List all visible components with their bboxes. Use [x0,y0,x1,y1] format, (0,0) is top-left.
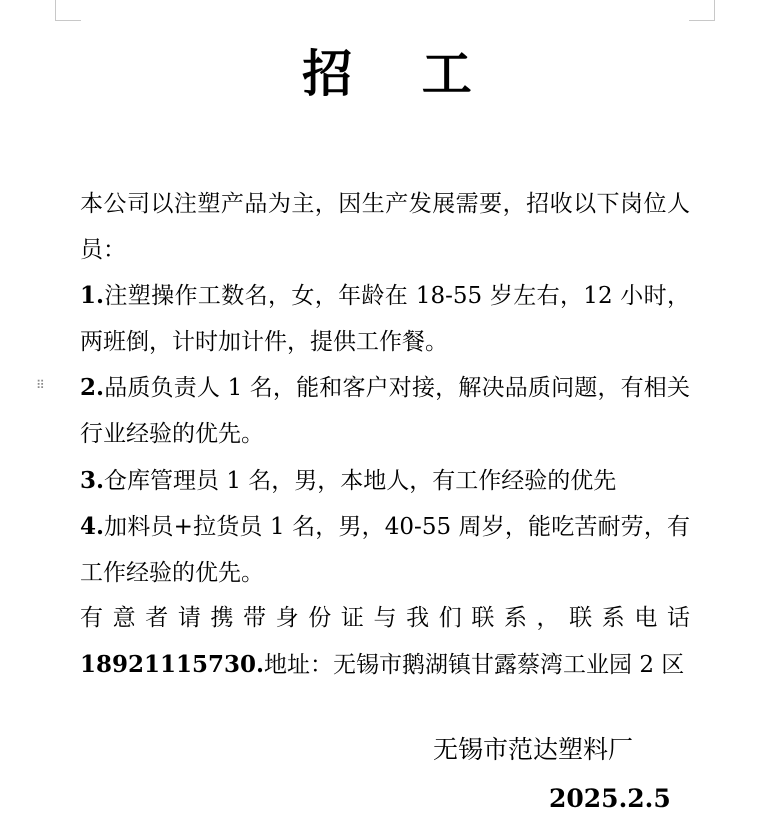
document-title: 招 工 [302,44,498,103]
position-item-2 [80,365,690,457]
intro-paragraph: 本公司以注塑产品为主，因生产发展需要，招收以下岗位人员： [80,191,690,263]
contact-line: 有意者请携带身份证与我们联系，联系电话 [80,605,690,632]
position-text: 仓库管理员 1 名，男，本地人，有工作经验的优先 [104,467,617,494]
position-item-1 [80,273,690,365]
position-item-3 [80,458,690,505]
contact-details [80,642,690,689]
position-number: 4. [80,513,105,541]
position-text: 品质负责人 1 名，能和客户对接，解决品质问题，有相关行业经验的优先。 [80,375,690,447]
document-date: 2025.2.5 [549,784,671,813]
contact-address: 地址：无锡市鹅湖镇甘露蔡湾工业园 2 区 [264,651,685,678]
position-text: 注塑操作工数名，女，年龄在 18-55 岁左右，12 小时，两班倒，计时加计件，提供工作餐。 [80,283,690,355]
position-number: 1. [80,282,105,310]
company-signature: 无锡市范达塑料厂 [433,735,634,764]
position-text: 加料员+拉货员 1 名，男，40-55 周岁，能吃苦耐劳，有工作经验的优先。 [80,514,690,586]
position-number: 3. [80,466,105,494]
contact-phone: 18921115730. [80,650,265,678]
page-corner-mark-top-left [55,0,81,21]
position-item-4 [80,504,690,596]
page-corner-mark-top-right [689,0,715,21]
position-number: 2. [80,374,105,402]
document-body [80,182,690,689]
drag-handle-icon[interactable]: ⠿ [36,378,45,392]
